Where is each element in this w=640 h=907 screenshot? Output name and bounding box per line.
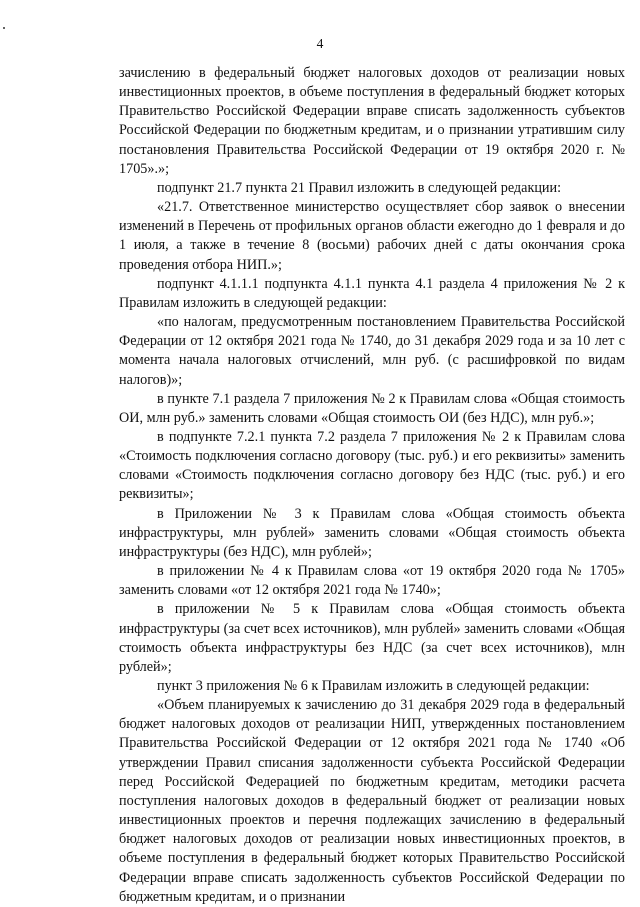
paragraph: в приложении № 5 к Правилам слова «Общая стоимость объекта инфраструктуры (за счет всех источников), млн рублей» заменить словами «Общая стоимость объекта инфраструктуры без НДС (за счет всех источников), млн рублей»; [119,601,625,675]
paragraph: подпункт 4.1.1.1 подпункта 4.1.1 пункта 4.1 раздела 4 приложения № 2 к Правилам изложить в следующей редакции: [119,275,625,311]
paragraph: в Приложении № 3 к Правилам слова «Общая стоимость объекта инфраструктуры, млн рублей» заменить словами «Общая стоимость объекта инфраструктуры (без НДС), млн рублей»; [119,505,625,560]
document-body [119,64,625,907]
paragraph: в пункте 7.1 раздела 7 приложения № 2 к Правилам слова «Общая стоимость ОИ, млн руб.» заменить словами «Общая стоимость ОИ (без НДС), млн руб.»; [119,390,625,426]
paragraph: «Объем планируемых к зачислению до 31 декабря 2029 года в федеральный бюджет налоговых доходов от реализации НИП, утвержденных постановлением Правительства Российской Федерации от 12 октября 2021 года № 1740 «Об утверждении Правил списания задолженности субъекта Российской Федерации перед Российской Федерацией по бюджетным кредитам, методики расчета поступления налоговых доходов в федеральный бюджет от реализации новых инвестиционных проектов и перечня подлежащих зачислению в федеральный бюджет налоговых доходов от реализации новых инвестиционных проектов, в объеме поступления в федеральный бюджет которых Правительство Российской Федерации вправе списать задолженность субъектов Российской Федерации по бюджетным кредитам, и о признании [119,697,625,905]
paragraph: «21.7. Ответственное министерство осуществляет сбор заявок о внесении изменений в Перечень от профильных органов области ежегодно до 1 февраля и до 1 июля, а также в течение 8 (восьми) рабочих дней с даты окончания срока проведения отбора НИП.»; [119,199,625,273]
paragraph: «по налогам, предусмотренным постановлением Правительства Российской Федерации от 12 октября 2021 года № 1740, до 31 декабря 2029 года и за 10 лет с момента начала налоговых отчислений, млн руб. (с расшифровкой по видам налогов)»; [119,314,625,388]
page-number: 4 [316,36,324,51]
paragraph: подпункт 21.7 пункта 21 Правил изложить в следующей редакции: [157,179,562,196]
scan-artifact [3,27,5,29]
paragraph: пункт 3 приложения № 6 к Правилам изложить в следующей редакции: [157,678,590,694]
paragraph: в приложении № 4 к Правилам слова «от 19 октября 2020 года № 1705» заменить словами «от 12 октября 2021 года № 1740»; [119,563,625,599]
paragraph: в подпункте 7.2.1 пункта 7.2 раздела 7 приложения № 2 к Правилам слова «Стоимость подключения согласно договору (тыс. руб.) и его реквизиты» заменить словами «Стоимость подключения согласно договору без НДС (тыс. руб.) и его реквизиты»; [119,428,625,503]
paragraph: зачислению в федеральный бюджет налоговых доходов от реализации новых инвестиционных проектов, в объеме поступления в федеральный бюджет которых Правительство Российской Федерации вправе списать задолженность субъектов Российской Федерации по бюджетным кредитам, и о признании утратившим силу постановления Правительства Российской Федерации от 19 октября 2020 г. № 1705».»; [119,65,625,177]
